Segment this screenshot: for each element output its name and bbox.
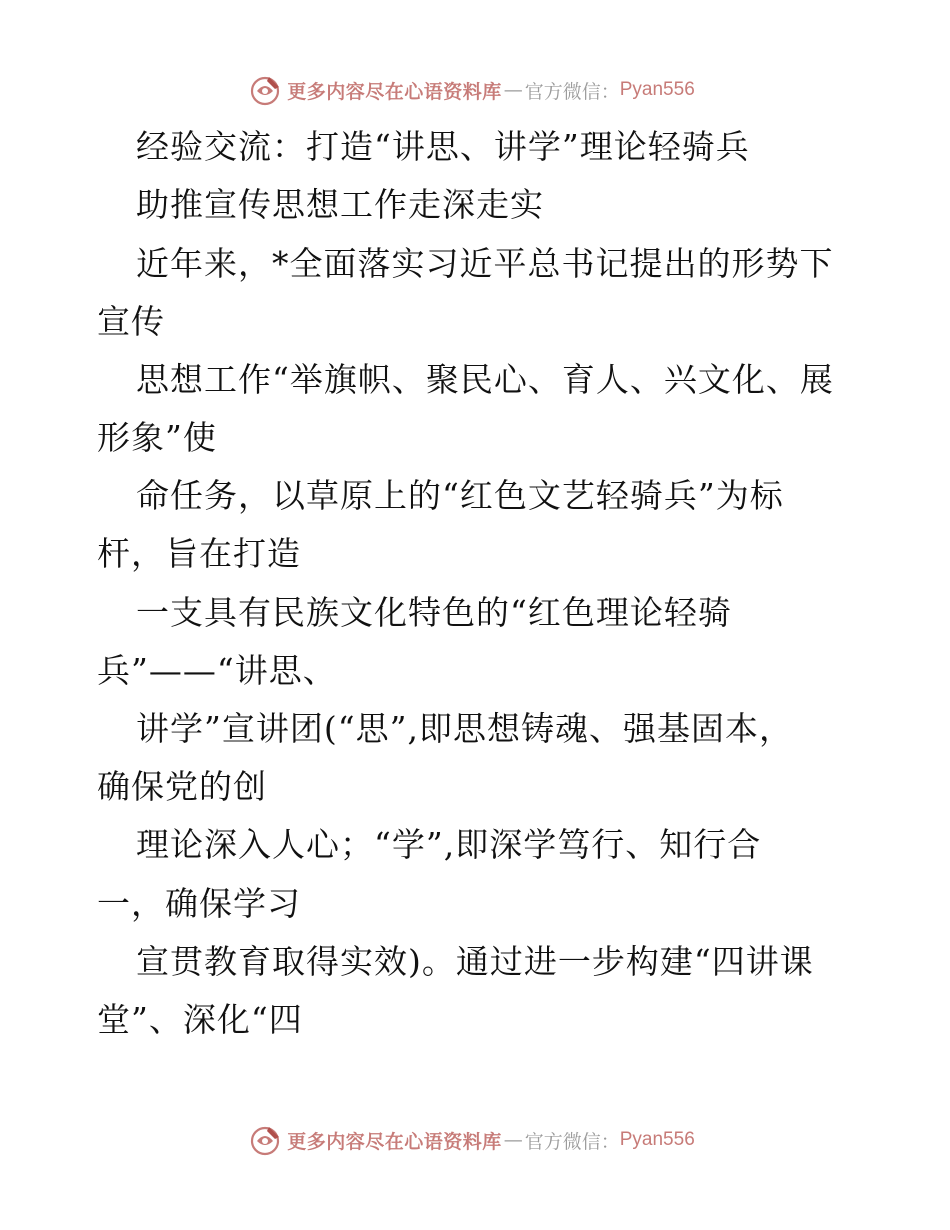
text-line: 形象”使: [97, 418, 217, 457]
header-watermark: [0, 70, 950, 110]
watermark-id: Pyan556: [619, 79, 695, 100]
text-line: 理论深入人心；“学”,即深学笃行、知行合: [136, 825, 762, 864]
text-line: 命任务，以草原上的“红色文艺轻骑兵”为标: [136, 476, 784, 515]
watermark-separator: —: [503, 1129, 523, 1151]
watermark-row: [249, 1123, 695, 1157]
watermark-id: Pyan556: [619, 1129, 695, 1150]
text-line: 兵”——“讲思、: [97, 651, 337, 690]
watermark-label: 官方微信：: [524, 1130, 620, 1153]
text-line: 宣贯教育取得实效)。通过进一步构建“四讲课: [136, 942, 814, 981]
footer-watermark: [0, 1120, 950, 1160]
text-line: 堂”、深化“四: [97, 1000, 303, 1039]
pen-logo-icon: [249, 1123, 283, 1157]
text-line: 宣传: [97, 302, 165, 341]
watermark-site: 更多内容尽在心语资料库: [287, 1130, 502, 1153]
text-line: 一，确保学习: [97, 884, 301, 923]
watermark-label: 官方微信：: [524, 80, 620, 103]
pen-logo-icon: [249, 73, 283, 107]
text-line: 确保党的创: [97, 767, 267, 806]
text-line: 一支具有民族文化特色的“红色理论轻骑: [136, 593, 732, 632]
text-line: 助推宣传思想工作走深走实: [136, 185, 544, 224]
text-line: 杆，旨在打造: [97, 534, 301, 573]
text-line: 思想工作“举旗帜、聚民心、育人、兴文化、展: [136, 360, 834, 399]
text-line: 讲学”宣讲团(“思”,即思想铸魂、强基固本，: [136, 709, 793, 748]
watermark-separator: —: [503, 79, 523, 101]
watermark-site: 更多内容尽在心语资料库: [287, 80, 502, 103]
text-line: 近年来，*全面落实习近平总书记提出的形势下: [136, 244, 834, 283]
watermark-row: [249, 73, 695, 107]
text-line: 经验交流：打造“讲思、讲学”理论轻骑兵: [136, 127, 750, 166]
